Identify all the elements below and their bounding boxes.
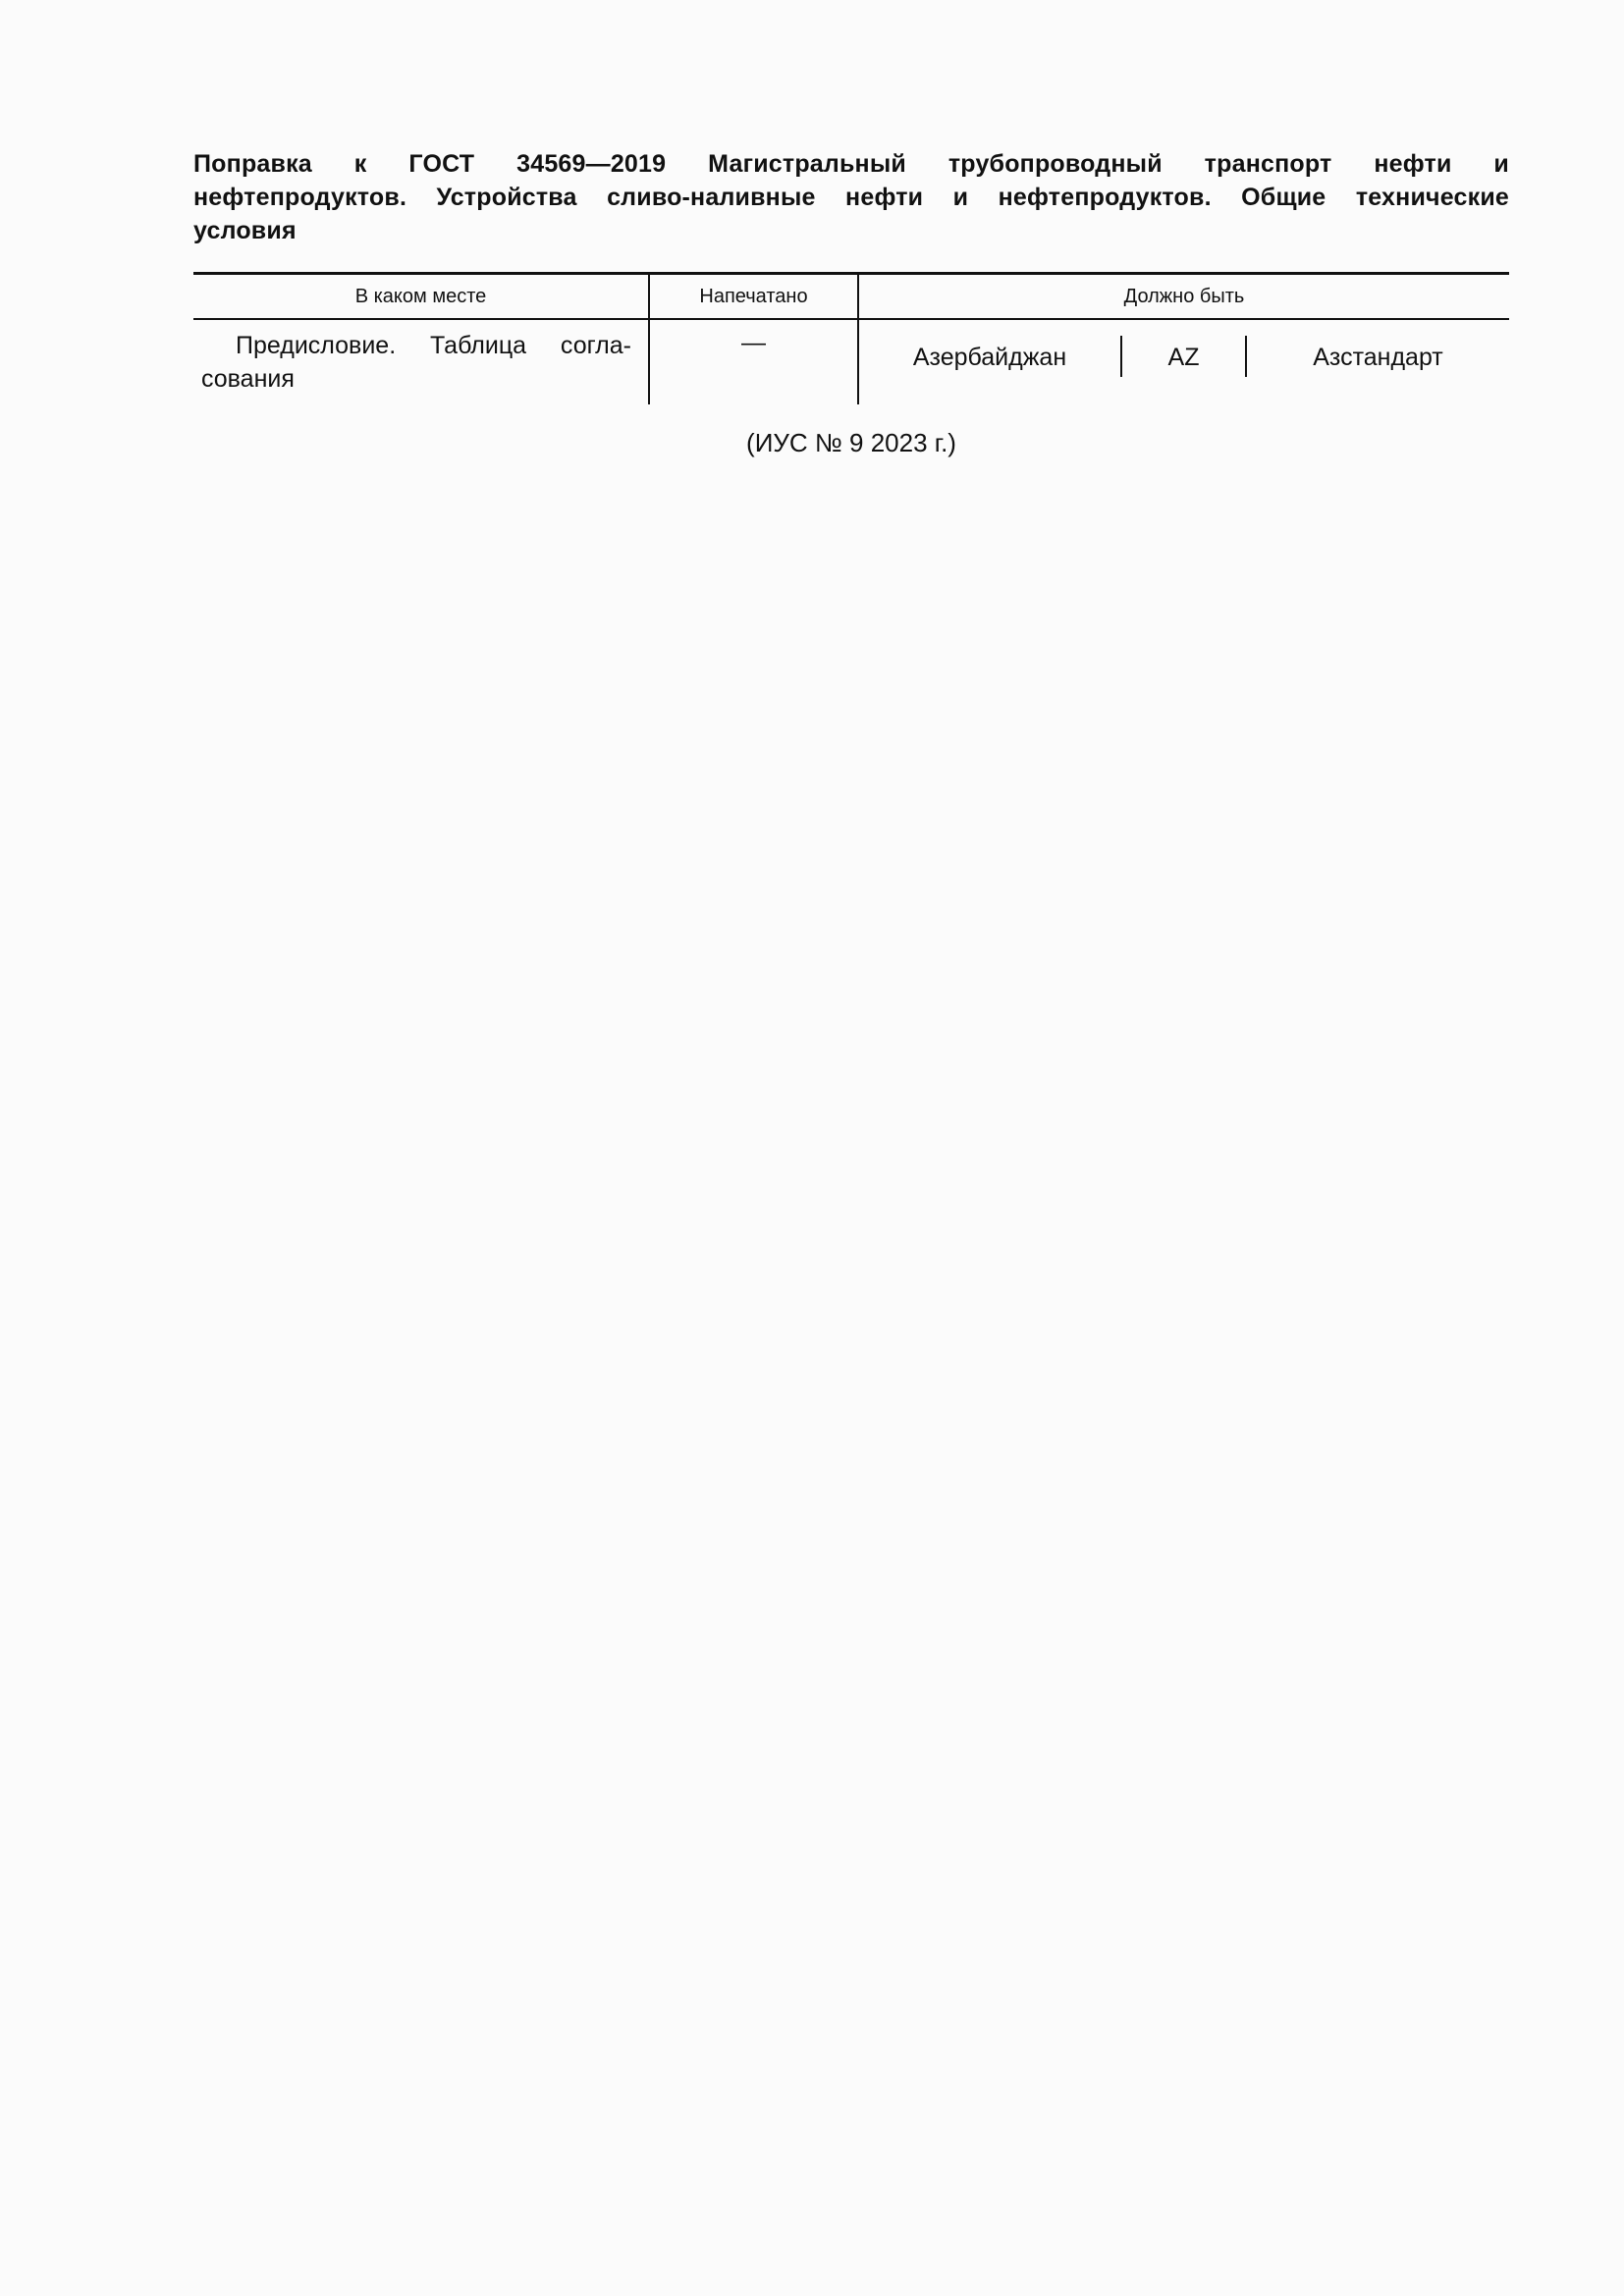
cell-printed: — <box>741 329 766 356</box>
correction-table <box>193 272 1509 404</box>
cell-should-be-code: AZ <box>1167 344 1200 371</box>
cell-where <box>201 329 631 396</box>
table-top-rule <box>193 272 1509 275</box>
header-where: В каком месте <box>354 286 487 307</box>
document-title <box>193 147 1509 247</box>
cell-should-be-country: Азербайджан <box>912 344 1067 371</box>
title-line: Поправка к ГОСТ 34569—2019 Магистральный трубопроводный транспорт нефти и <box>193 150 1509 178</box>
title-line: условия <box>193 217 297 244</box>
cell-where-line: сования <box>201 365 295 393</box>
source-note: (ИУС № 9 2023 г.) <box>746 428 956 457</box>
cell-should-be-body: Азстандарт <box>1313 344 1443 371</box>
header-printed: Напечатано <box>699 286 808 307</box>
title-line: нефтепродуктов. Устройства сливо-наливные нефти и нефтепродуктов. Общие технические <box>193 184 1509 211</box>
table-header-rule <box>193 318 1509 320</box>
header-should-be: Должно быть <box>1123 286 1245 307</box>
cell-where-line: Предисловие. Таблица согла- <box>236 332 631 359</box>
